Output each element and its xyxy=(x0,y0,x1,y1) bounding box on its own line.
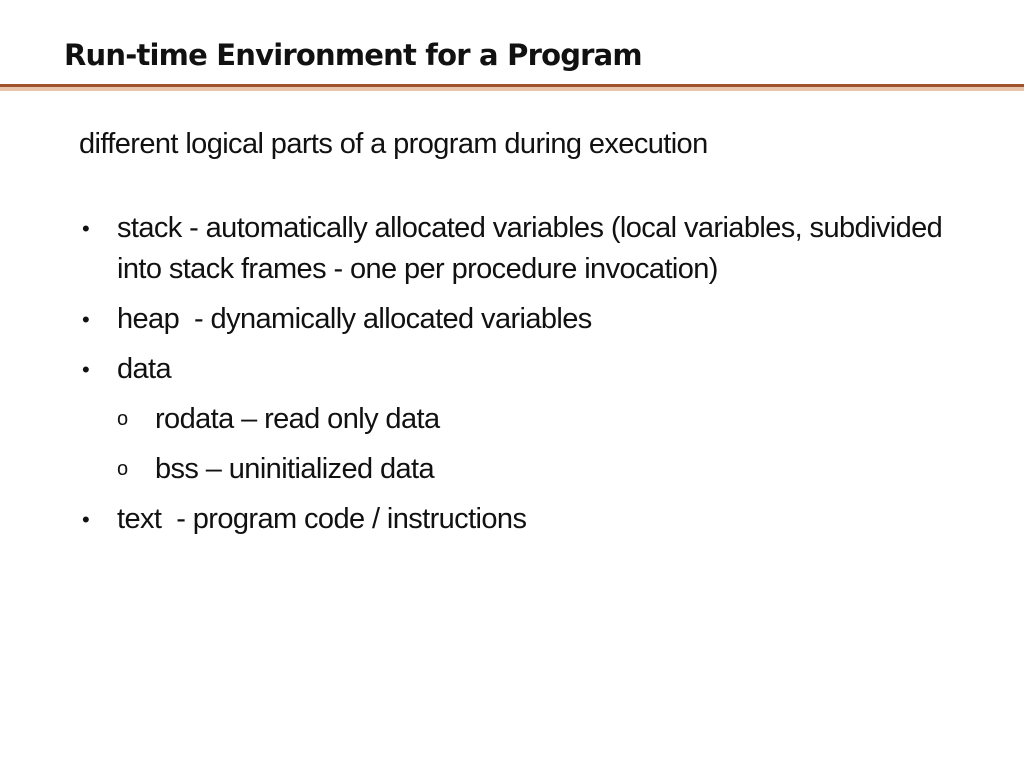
bullet-icon: • xyxy=(82,357,90,382)
bullet-item-data xyxy=(79,349,979,490)
bullet-item-text xyxy=(79,499,979,540)
hollow-circle-bullet-icon: o xyxy=(117,458,128,480)
bullet-icon: • xyxy=(82,216,90,241)
hollow-circle-bullet-icon: o xyxy=(117,408,128,430)
sub-bullet-list xyxy=(117,399,979,490)
bullet-text: data xyxy=(117,353,172,385)
sub-bullet-item-bss xyxy=(117,449,979,490)
bullet-item-stack xyxy=(79,208,979,290)
bullet-icon: • xyxy=(82,307,90,332)
intro-text: different logical parts of a program during execution xyxy=(79,128,708,160)
title-divider-shadow xyxy=(0,87,1024,91)
sub-bullet-text: bss – uninitialized data xyxy=(155,453,435,485)
sub-bullet-text: rodata – read only data xyxy=(155,403,440,435)
bullet-text: text - program code / instructions xyxy=(117,503,527,535)
bullet-text: heap - dynamically allocated variables xyxy=(117,303,592,335)
bullet-icon: • xyxy=(82,507,90,532)
slide-title: Run-time Environment for a Program xyxy=(64,38,642,72)
bullet-item-heap xyxy=(79,299,979,340)
bullet-text: stack - automatically allocated variables (local variables, subdivided into stack frames - one per procedure invocation) xyxy=(117,212,943,285)
sub-bullet-item-rodata xyxy=(117,399,979,440)
bullet-list xyxy=(79,208,979,549)
